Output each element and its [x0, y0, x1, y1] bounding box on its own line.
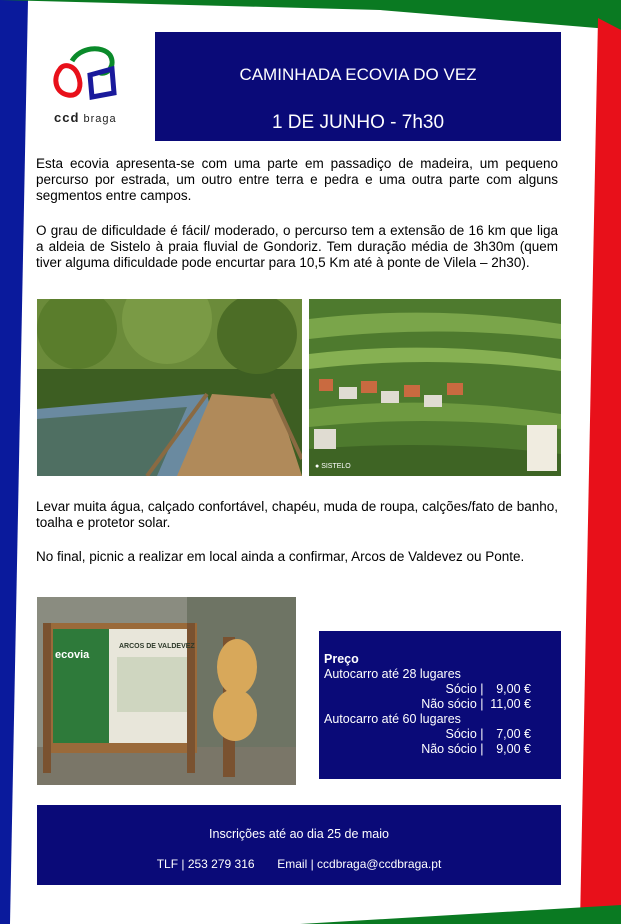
notes-paragraph-1: Levar muita água, calçado confortável, chapéu, muda de roupa, calções/fato de banho, toalha e protetor solar. [36, 499, 558, 530]
sistelo-photo [309, 299, 561, 476]
price-row: Não sócio | 11,00 € [421, 697, 531, 711]
red-stripe-right [580, 18, 621, 924]
board-title: ARCOS DE VALDEVEZ [119, 643, 195, 650]
email-text: Email | ccdbraga@ccdbraga.pt [277, 857, 442, 871]
header-box [155, 32, 561, 141]
sistelo-caption [315, 463, 351, 470]
event-title: CAMINHADA ECOVIA DO VEZ [239, 65, 477, 84]
intro-paragraph-2: O grau de dificuldade é fácil/ moderado, o percurso tem a extensão de 16 km que liga a aldeia de Sistelo à praia fluvial de Gondoriz. Tem duração média de 3h30m (quem tiver alguma dificuldade pode encurtar para 10,5 Km até à ponte de Vilela – 2h30). [36, 223, 558, 270]
board-brand: ecovia [55, 649, 90, 661]
phone-text: TLF | 253 279 316 [156, 857, 255, 871]
price-group-2-label: Autocarro até 60 lugares [324, 712, 461, 726]
event-date: 1 DE JUNHO - 7h30 [271, 112, 445, 133]
sistelo-caption-text: SISTELO [321, 463, 351, 470]
intro-paragraph-1: Esta ecovia apresenta-se com uma parte em passadiço de madeira, um pequeno percurso por estrada, um outro entre terra e pedra e uma outra parte com alguns segmentos entre campos. [36, 156, 558, 203]
green-stripe-bottom [300, 905, 621, 924]
price-box [319, 631, 561, 779]
price-row: Sócio | 9,00 € [445, 682, 531, 696]
registration-deadline: Inscrições até ao dia 25 de maio [209, 827, 389, 841]
ecovia-board-photo [37, 597, 296, 785]
pin-icon: ● [315, 463, 320, 470]
logo-text: ccd [54, 110, 80, 125]
green-stripe-top [0, 0, 621, 30]
logo-subtext: braga [83, 113, 117, 125]
notes-paragraph-2: No final, picnic a realizar em local ainda a confirmar, Arcos de Valdevez ou Ponte. [36, 549, 525, 564]
price-heading: Preço [324, 652, 359, 666]
logo [50, 45, 130, 125]
blue-stripe-left [0, 0, 28, 924]
boardwalk-photo [37, 299, 302, 476]
contact-line [37, 857, 561, 871]
logo-icon [50, 45, 130, 105]
price-group-1-label: Autocarro até 28 lugares [324, 667, 461, 681]
footer-box [37, 805, 561, 885]
price-row: Não sócio | 9,00 € [421, 742, 531, 756]
price-row: Sócio | 7,00 € [445, 727, 531, 741]
